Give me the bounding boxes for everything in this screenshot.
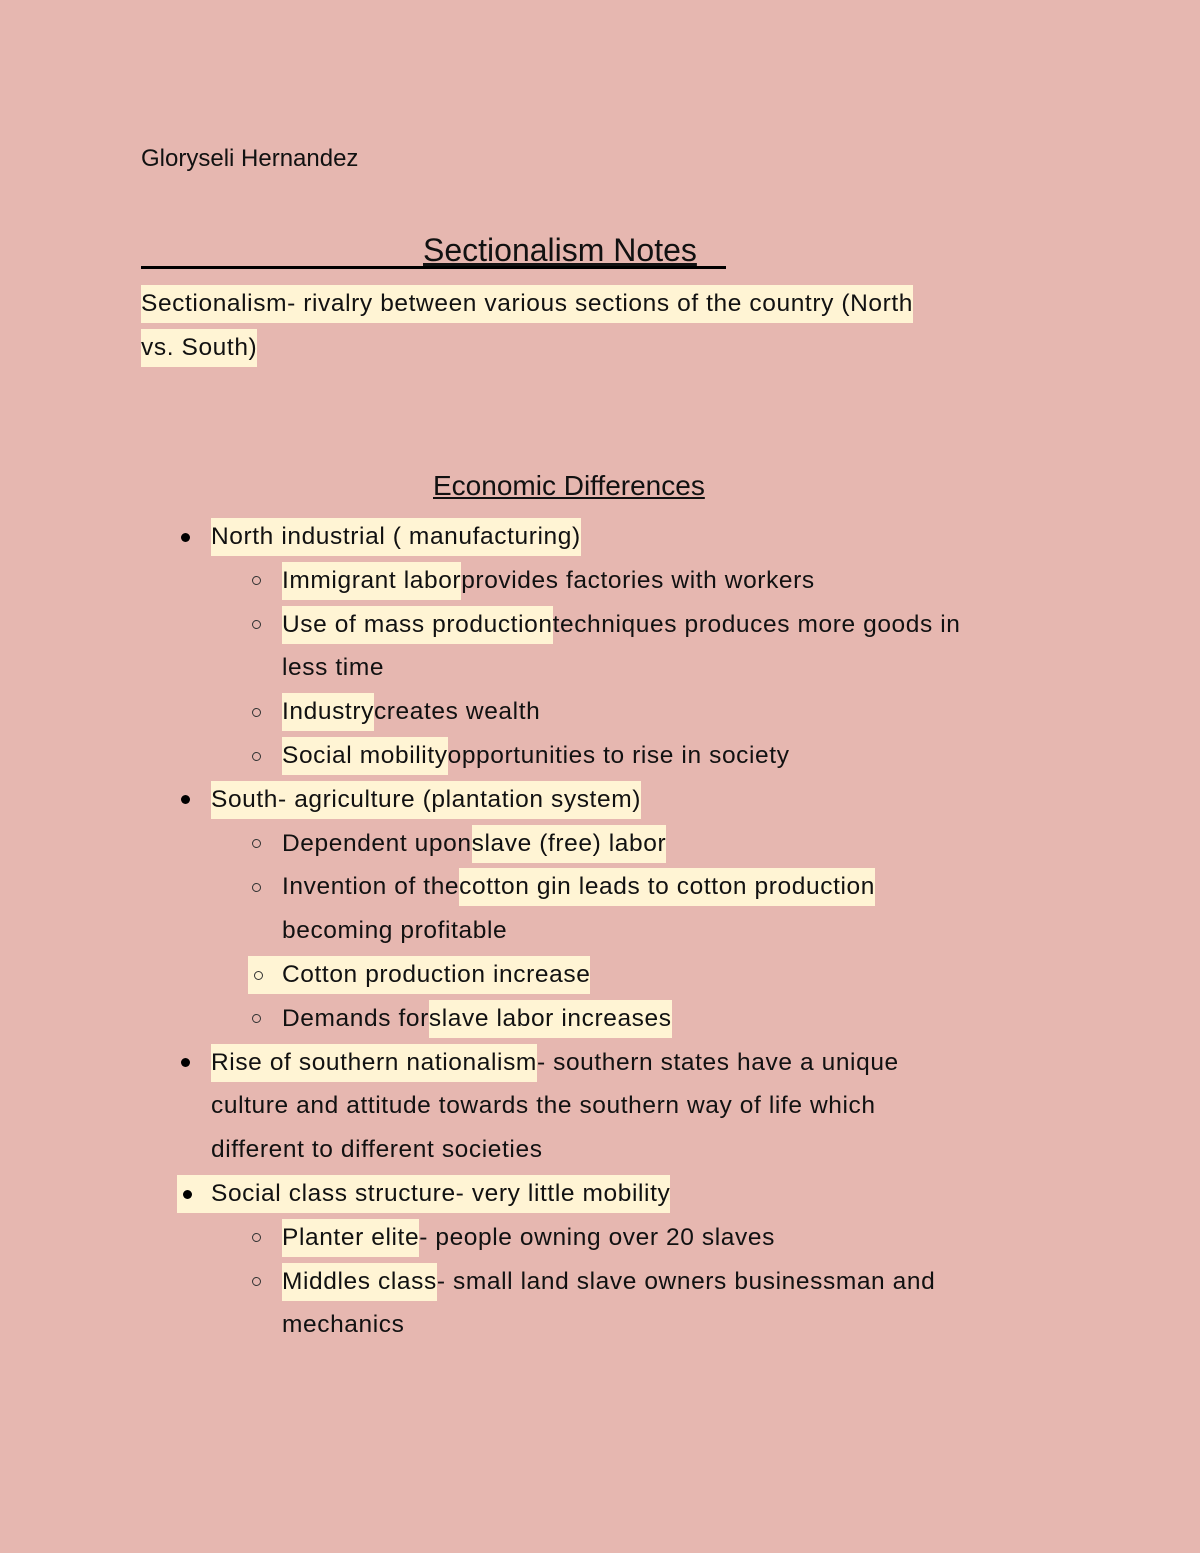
highlighted-text: Middles class (282, 1263, 437, 1301)
bullet-continuation (211, 1087, 876, 1125)
page-title: Sectionalism Notes (423, 232, 697, 268)
text-segment: culture and attitude towards the southern way of life which (211, 1092, 876, 1120)
highlighted-text: North industrial ( manufacturing) (211, 518, 581, 556)
highlighted-text: Cotton production increase (282, 956, 590, 994)
hollow-bullet-icon (246, 868, 266, 906)
text-segment: - people owning over 20 slaves (419, 1223, 775, 1251)
highlighted-text: Social class structure- very little mobility (211, 1175, 670, 1213)
hollow-bullet-icon (246, 693, 266, 731)
highlighted-text: slave labor increases (429, 1000, 672, 1038)
text-segment: becoming profitable (282, 917, 508, 945)
highlighted-text: Planter elite (282, 1219, 419, 1257)
highlighted-text: cotton gin leads to cotton production (459, 868, 875, 906)
bullet-item (282, 1263, 935, 1301)
highlighted-text: Industry (282, 693, 374, 731)
bullet-item (282, 1219, 775, 1257)
bullet-continuation (282, 912, 507, 950)
text-segment: opportunities to rise in society (447, 742, 790, 769)
text-segment: Dependent upon (282, 829, 472, 857)
bullet-continuation (282, 649, 384, 687)
bullet-item (211, 518, 581, 556)
highlighted-text: vs. South) (141, 329, 257, 367)
highlighted-text: Use of mass production (282, 606, 553, 644)
bullet-item (282, 868, 875, 906)
highlighted-text: Social mobility (282, 737, 448, 775)
text-segment: techniques produces more goods in (552, 610, 961, 638)
hollow-bullet-icon (248, 956, 268, 994)
definition-line (141, 285, 913, 323)
text-segment: mechanics (282, 1311, 405, 1339)
highlighted-text: Sectionalism- rivalry between various sections of the country (North (141, 285, 913, 323)
bullet-item (248, 956, 590, 994)
highlighted-text: slave (free) labor (472, 825, 667, 863)
hollow-bullet-icon (246, 737, 266, 775)
hollow-bullet-icon (246, 1219, 266, 1257)
bullet-item (211, 781, 641, 819)
bullet-item (282, 693, 540, 731)
author-name: Gloryseli Hernandez (141, 145, 359, 172)
bullet-item (177, 1175, 670, 1213)
hollow-bullet-icon (246, 562, 266, 600)
text-segment: creates wealth (373, 698, 541, 726)
text-segment: less time (282, 654, 385, 682)
text-segment: Demands for (282, 1004, 429, 1032)
filled-bullet-icon (175, 1044, 195, 1082)
text-segment: Invention of the (282, 873, 460, 901)
hollow-bullet-icon (246, 825, 266, 863)
filled-bullet-icon (177, 1175, 197, 1213)
bullet-item (282, 737, 790, 775)
bullet-item (211, 1044, 899, 1082)
filled-bullet-icon (175, 781, 195, 819)
bullet-continuation (282, 1306, 405, 1344)
filled-bullet-icon (175, 518, 195, 556)
text-segment: different to different societies (211, 1136, 543, 1164)
highlighted-text: Rise of southern nationalism (211, 1044, 537, 1082)
section-heading: Economic Differences (433, 470, 705, 501)
highlighted-text: South- agriculture (plantation system) (211, 781, 641, 819)
text-segment: - southern states have a unique (536, 1048, 899, 1076)
bullet-item (282, 1000, 672, 1038)
text-segment: provides factories with workers (461, 566, 815, 594)
bullet-item (282, 606, 961, 644)
bullet-item (282, 825, 666, 863)
hollow-bullet-icon (246, 1263, 266, 1301)
bullet-continuation (211, 1131, 543, 1169)
bullet-item (282, 562, 815, 600)
definition-line (141, 329, 257, 367)
highlighted-text: Immigrant labor (282, 562, 461, 600)
hollow-bullet-icon (246, 606, 266, 644)
text-segment: - small land slave owners businessman and (436, 1267, 936, 1295)
hollow-bullet-icon (246, 1000, 266, 1038)
